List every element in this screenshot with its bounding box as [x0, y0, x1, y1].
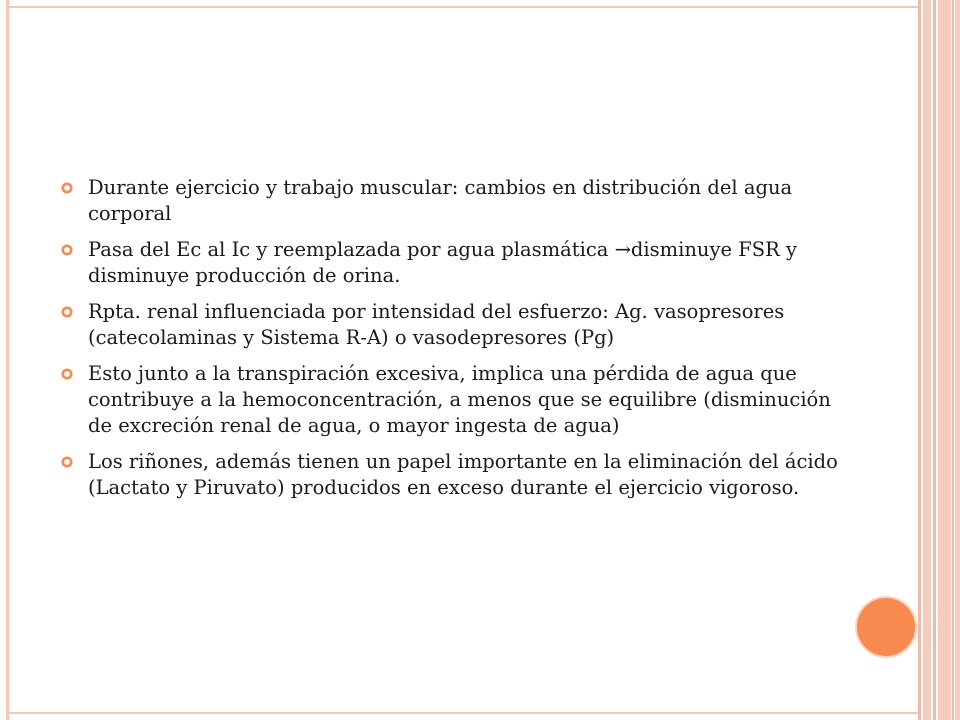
decorative-stripe	[918, 0, 921, 720]
bullet-item	[60, 449, 840, 501]
bullet-item	[60, 361, 840, 439]
decorative-stripe	[923, 0, 931, 720]
bullet-item	[60, 237, 840, 289]
bullet-item	[60, 175, 840, 227]
ring-bullet-icon	[60, 455, 74, 469]
bullet-text: Pasa del Ec al Ic y reemplazada por agua plasmática	[88, 238, 615, 261]
decorative-stripe	[938, 0, 951, 720]
arrow-right-icon: →	[614, 238, 631, 261]
ring-bullet-icon	[60, 181, 74, 195]
bullet-list	[60, 175, 840, 511]
bullet-text: Rpta. renal influenciada por intensidad del esfuerzo: Ag. vasopresores (catecolaminas y Sistema R-A) o vasodepresores (Pg)	[88, 300, 785, 349]
bullet-text: Los riñones, además tienen un papel importante en la eliminación del ácido (Lactato y Piruvato) producidos en exceso durante el ejercicio vigoroso.	[88, 450, 838, 499]
ring-bullet-icon	[60, 367, 74, 381]
bullet-text: Durante ejercicio y trabajo muscular: cambios en distribución del agua corporal	[88, 176, 793, 225]
decorative-stripe	[955, 0, 960, 720]
decorative-stripe	[933, 0, 936, 720]
ring-bullet-icon	[60, 243, 74, 257]
decorative-stripe	[952, 0, 954, 720]
frame-left-line	[6, 0, 9, 720]
bullet-text: disminuye FSR y disminuye producción de orina.	[88, 238, 798, 287]
bullet-text: Esto junto a la transpiración excesiva, implica una pérdida de agua que contribuye a la hemoconcentración, a menos que se equilibre (disminución de excreción renal de agua, o mayor ingesta de agua)	[88, 362, 831, 437]
bullet-item	[60, 299, 840, 351]
decorative-circle	[857, 598, 915, 656]
ring-bullet-icon	[60, 305, 74, 319]
frame-top-line	[6, 6, 920, 8]
frame-bottom-line	[6, 712, 920, 714]
